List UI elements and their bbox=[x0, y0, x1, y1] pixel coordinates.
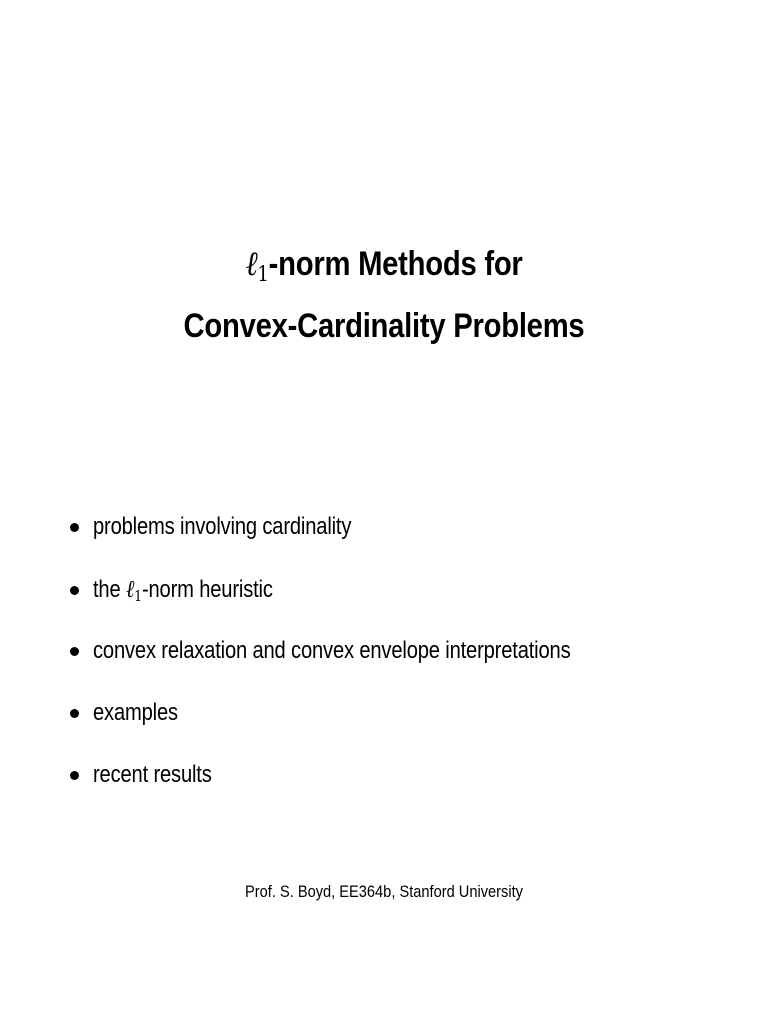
bullet-text bbox=[93, 753, 212, 797]
ell-symbol: ℓ bbox=[245, 244, 258, 284]
title-line-1-text: -norm Methods for bbox=[268, 245, 523, 283]
bullet-text bbox=[93, 691, 178, 735]
ell-symbol: ℓ bbox=[125, 575, 135, 603]
bullet-text-post: -norm heuristic bbox=[141, 576, 273, 603]
title-line-2: Convex-Cardinality Problems bbox=[183, 307, 585, 345]
bullet-text-pre: problems involving cardinality bbox=[93, 513, 352, 540]
title-line-1 bbox=[54, 234, 714, 304]
bullet-dot-icon bbox=[70, 771, 79, 780]
bullet-text bbox=[93, 567, 273, 618]
bullet-dot-icon bbox=[70, 647, 79, 656]
bullet-dot-icon bbox=[70, 586, 79, 595]
bullet-text-pre: recent results bbox=[93, 761, 212, 788]
bullet-item bbox=[70, 629, 661, 691]
subscript-one: 1 bbox=[257, 260, 269, 286]
bullet-item bbox=[70, 753, 661, 815]
bullet-text bbox=[93, 629, 570, 673]
subscript-one: 1 bbox=[134, 587, 142, 606]
bullet-item bbox=[70, 691, 661, 753]
bullet-list bbox=[70, 505, 661, 815]
bullet-text-pre: the bbox=[93, 576, 126, 603]
bullet-item bbox=[70, 505, 661, 567]
footer-credit: Prof. S. Boyd, EE364b, Stanford University bbox=[245, 882, 523, 901]
bullet-text-pre: convex relaxation and convex envelope interpretations bbox=[93, 637, 571, 664]
bullet-dot-icon bbox=[70, 523, 79, 532]
bullet-text-pre: examples bbox=[93, 699, 178, 726]
bullet-text bbox=[93, 505, 351, 549]
bullet-item bbox=[70, 567, 661, 629]
bullet-dot-icon bbox=[70, 709, 79, 718]
